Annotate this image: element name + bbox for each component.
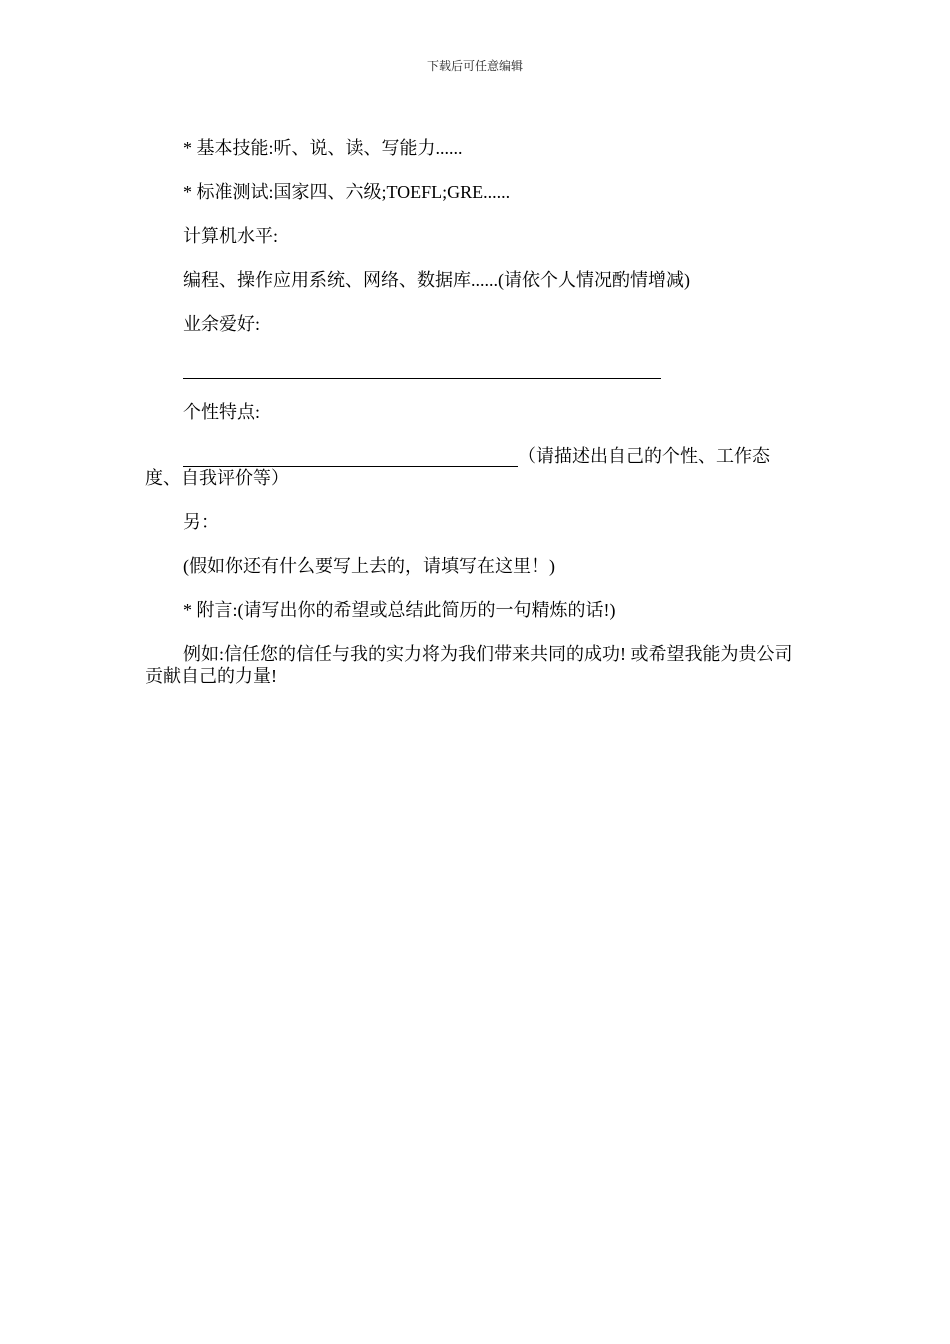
appendix-line: * 附言:(请写出你的希望或总结此简历的一句精炼的话!) [183,600,616,620]
computer-level-detail: 编程、操作应用系统、网络、数据库......(请依个人情况酌情增减) [183,270,690,290]
standard-tests-line: * 标准测试:国家四、六级;TOEFL;GRE...... [183,182,511,202]
page-header: 下载后可任意编辑 [426,59,523,73]
personality-hint: （请描述出自己的个性、工作态度、自我评价等） [145,446,770,488]
hobbies-underline [183,358,661,379]
hobbies-label: 业余爱好: [183,314,261,334]
example-line: 例如:信任您的信任与我的实力将为我们带来共同的成功! 或希望我能为贵公司贡献自己的力量! [145,644,793,686]
hobbies-blank-line [145,357,795,379]
personality-line [145,445,795,489]
document-body [145,137,795,709]
other-label: 另： [183,512,219,532]
personality-underline [183,446,518,467]
basic-skills-line: * 基本技能:听、说、读、写能力...... [183,138,463,158]
computer-level-label: 计算机水平: [183,226,279,246]
personality-label: 个性特点: [183,402,261,422]
other-hint: (假如你还有什么要写上去的，请填写在这里！) [183,556,555,576]
